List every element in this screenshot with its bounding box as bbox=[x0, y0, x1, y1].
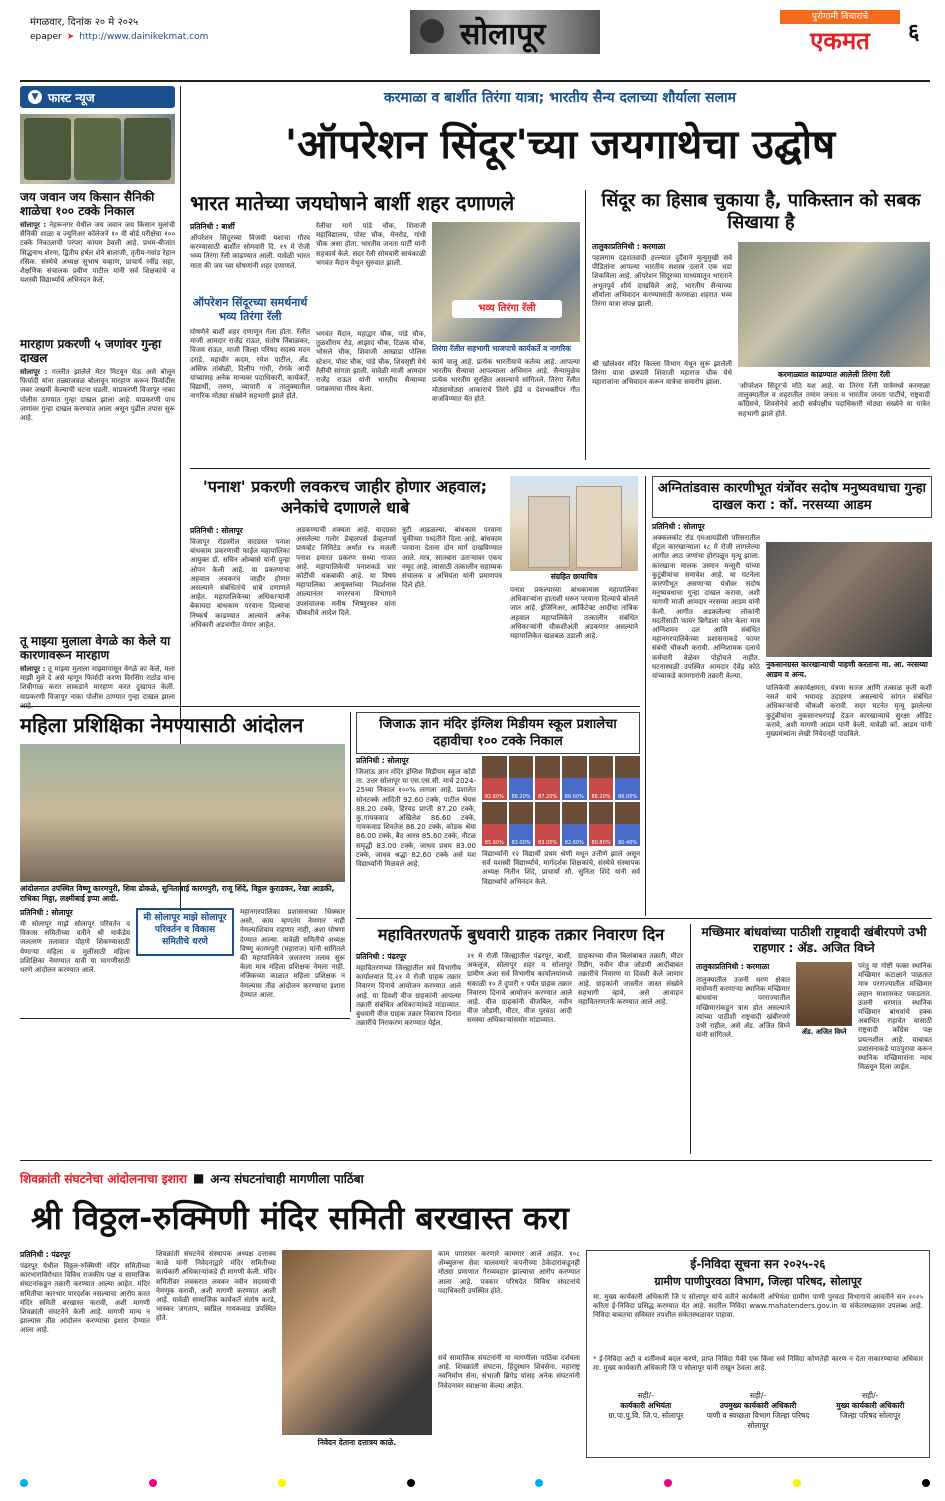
story-body: अडकण्याची शक्यता आहे. वादग्रस्त असलेल्या गलोर डेव्हलपर्स डेव्हलपर्स प्रायव्हेट लिमिटेड अर्थात १४ मजली पनाश इमारत प्रकरण सध्या गाजत आहे. महापालिकेची पनाशकडे चार कोटींची थकबाकी आहे. या विषय महापालिका आयुक्तांच्या निदर्शनास आल्यानंतर नगररचना विभागाने उपसंचालक मनीष भिष्णुरकर यांना चौकशीचे आदेश दिले. bbox=[296, 526, 396, 617]
sig-name: मुख्य कार्यकारी अधिकारी bbox=[836, 1401, 905, 1410]
photo-caption: आंदोलनात उपस्थित विष्णू कारमपुरी, शिवा ढोकळे, सुनिताबाई कारमपुरी, राजू शिंदे, विठ्ठल कुराडकर, रेखा आडकी, राधिका मिठ्ठा, लक्ष्मीबाई इप्पा आदी. bbox=[20, 884, 335, 903]
photo-caption: ॲड. अजित विघ्ने bbox=[801, 1028, 847, 1036]
building-photo bbox=[510, 476, 638, 571]
section-divider bbox=[20, 706, 640, 707]
story-headline: महावितरणतर्फे बुधवारी ग्राहक तक्रार निवारण दिन bbox=[377, 925, 665, 944]
rally-photo bbox=[432, 222, 580, 342]
protest-photo bbox=[20, 744, 345, 882]
karmala-story bbox=[592, 190, 930, 460]
story-headline: सिंदूर का हिसाब चुकाया है, पाकिस्तान को सबक सिखाया है bbox=[601, 190, 921, 233]
cadets-photo bbox=[20, 114, 175, 184]
brand-name: एकमत bbox=[810, 27, 870, 55]
issue-date: मंगळवार, दिनांक २० मे २०२५ bbox=[30, 17, 139, 28]
vitthal-strap bbox=[20, 1166, 580, 1190]
story-headline: महिला प्रशिक्षिका नेमण्यासाठी आंदोलन bbox=[20, 713, 304, 737]
story-body: महानगरपालिका प्रशासनाच्या धिक्कार असो, काय म्हणतंय नेमणार नाही नेमल्याशिवाय राहणार नाही, अशा घोषणा देण्यात आल्या. यावेळी समितीचे अध्यक्ष विष्णू कारमपुरी (महाराज) यांनी सांगितले की महापालिकेने जलतरण तलाव सुरू केला मात्र महिला प्रशिक्षक नेमला नाही. नजिकच्या काळात महिला प्रशिक्षक न नेमल्यास तीव्र आंदोलन करण्याचा इशारा देण्यात आला. bbox=[240, 908, 345, 999]
news-byline: सोलापूर : bbox=[20, 368, 48, 376]
student-grid bbox=[482, 756, 640, 846]
student-photo: 88.20% bbox=[509, 756, 534, 800]
agnitandav-story bbox=[652, 476, 932, 916]
story-body: श्री खोलेश्वर मंदिर किल्ला विभाग येथून सुरू झालेली तिरंगा यात्रा छत्रपती शिवाजी महाराज चौक येथे महाराजांना अभिवादन करून यात्रेचा समारोप झाला. bbox=[592, 360, 732, 387]
story-body: जिजाऊ ज्ञान मंदिर इंग्लिश मिडीयम स्कूल कोंडी ता. उत्तर सोलापूर या एस.एस.सी. मार्च 2024-25च्या निकाल १००% लागला आहे. प्रशालेत सोनटक्के आदिती 92.60 टक्के, पाटील श्रेयस 88.20 टक्के, हिरवड प्राप्ती 87.20 टक्के, कु.गायकवाड अखिलेश 86.60 टक्के, गायकवाड शिवतेज 86.20 टक्के, कोडक श्रेया 86.00 टक्के, बैद आरव 85.60 टक्के, नीटळ समृद्धी 83.00 टक्के, जाधव प्रथम 83.00 टक्के, जाधव श्रद्धा 82.60 टक्के असे यश विद्यार्थ्यांनी मिळवले आहे. bbox=[356, 768, 476, 869]
story-body: विजापूर रोडवरील वादग्रस्त पनाश बांधकाम प्रकरणाची फाईल महापालिका आयुक्त डॉ. सचिन ओम्बासे यांनी पुन्हा ओपन केली आहे. या प्रकरणाचा अहवाल लवकरच जाहीर होणार असल्याने संबंधितांचे धाबे दणाणले आहेत. महापालिकेच्या अधिकाऱ्यांनी बेकायदा बांधकाम परवाना दिल्याचा निष्कर्ष काढण्यात आल्याने अनेक अधिकारी अडचणीत येणार आहेत. bbox=[190, 538, 290, 629]
news-byline: सोलापूर : bbox=[20, 221, 47, 229]
story-body: ऑपरेशन सिंदूरच्या विजयी यशाचा गौरव करण्यासाठी बार्शीत सोमवारी दि. १९ मे रोजी भव्य तिरंगा रॅली काढण्यात आली. यावेळी भारत माता की जय च्या घोषणांनी शहर दणाणले. bbox=[190, 234, 310, 270]
magenta-mark-icon bbox=[664, 1479, 672, 1487]
student-photo: 86.20% bbox=[589, 756, 614, 800]
jijau-story bbox=[356, 712, 640, 902]
factory-photo bbox=[766, 542, 932, 657]
strap-left: शिवक्रांती संघटनेचा आंदोलनाचा इशारा bbox=[20, 1171, 187, 1186]
section-divider bbox=[20, 1160, 932, 1161]
sig-name: कार्यकारी अभियंता bbox=[620, 1401, 672, 1410]
strap-right: अन्य संघटनांचाही मागणीला पाठिंबा bbox=[210, 1171, 364, 1186]
section-divider bbox=[356, 918, 932, 919]
temple-icon bbox=[420, 19, 444, 43]
mahila-continued bbox=[20, 1024, 350, 1154]
column-divider bbox=[690, 924, 691, 1154]
mahavitaran-story bbox=[356, 924, 686, 1154]
vitthal-story bbox=[20, 1250, 580, 1460]
student-photo: 92.60% bbox=[482, 756, 507, 800]
story-headline: जिजाऊ ज्ञान मंदिर इंग्लिश मिडीयम स्कूल प्रशालेचा दहावीचा १०० टक्के निकाल bbox=[356, 712, 640, 754]
story-body: भगवंत मैदान, महाद्वार चौक, पांडे चौक, तुळशीराम रोड, आझाद चौक, टिळक चौक, भोसले चौक, शिवाजी आखाडा पोलिस स्टेशन, पोस्ट चौक, पांडे चौक, शिवसृष्टी येथे रॅलीची सांगता झाली. यावेळी माजी आमदार राजेंद्र राऊत यांनी भारतीय सैन्याच्या पराक्रमाचा गौरव केला. bbox=[316, 330, 426, 394]
masthead bbox=[10, 10, 935, 70]
story-body: रॅलीचा मार्ग पांडे चौक, शिवाजी महाविद्यालय, पोस्ट चौक, मेनरोड, गांधी चौक असा होता. भारतीय जनता पार्टी यांनी सहकार्य केले. सदर रॅली सोमवारी सायंकाळी भगवंत मैदान येथून सुरुवात झाली. bbox=[316, 222, 426, 267]
photo-caption: नुकसानग्रस्त कारखान्याची पाहणी करताना मा. आ. नरसय्या आडम व अन्य. bbox=[766, 660, 928, 679]
section-divider bbox=[190, 468, 930, 469]
story-body: त्रुटी आढळल्या. बांधकाम परवाना चुकीच्या पध्दतीने दिला आहे. बांधकाम परवाना देताना दोन मार्ग दाखविण्यात आले. मात्र, सातबारा उताऱ्यावर एकच नमूद आहे. त्यासाठी तत्कालीन सहाय्यक संचालक व अभियंता यांनी प्रमाणपत्र दिले होते. bbox=[402, 526, 502, 590]
student-photo: 85.60% bbox=[482, 802, 507, 846]
story-byline: तालुकाप्रतिनिधी : करमाळा bbox=[696, 962, 770, 971]
news-byline: सोलापूर : bbox=[20, 665, 46, 673]
main-headline: 'ऑपरेशन सिंदूर'च्या जयगाथेचा उद्घोष bbox=[284, 122, 836, 168]
story-body: सर्व सामाजिक संघटनांनी या मागणीला पाठिंबा दर्शवला आहे. शिवक्रांती संघटना, हिंदुस्थान शिवसेना, महाराष्ट्र नवनिर्माण सेना, संभाजी ब्रिगेड यांसह अनेक संघटनांनी निवेदनावर स्वाक्षऱ्या केल्या आहेत. bbox=[438, 1354, 580, 1390]
rally-banner-text: भव्य तिरंगा रॅली bbox=[452, 300, 562, 318]
story-body: पहलगाम दहशतवादी हल्ल्यात दुर्दैवाने मृत्युमुखी सर्व पीडितांना आपल्या भारतीय सशस्त्र दलाने एक धडा शिकविला आहे. ऑपरेशन सिंदूरच्या माध्यमातून भारताने अभूतपूर्व शौर्य दाखविले आहे, भारतीय सैन्याच्या शौर्याला अभिवादन करण्यासाठी करमाळा शहरात भव्य तिरंगा यात्रा संपन्न झाली. bbox=[592, 254, 732, 309]
tender-subtitle: ग्रामीण पाणीपुरवठा विभाग, जिल्हा परिषद, सोलापूर bbox=[654, 1275, 862, 1288]
story-body: ग्राहकाच्या वीज बिलांबाबत तक्रारी, मीटर रिडींग, नवीन वीज जोडणी आदींबाबत तक्रारींचे निवारण या दिवशी केले जाणार आहे. ग्राहकांनी जास्तीत जास्त संख्येने सहभागी व्हावे, असे आवाहन महावितरणतर्फे करण्यात आले आहे. bbox=[578, 952, 683, 1007]
story-body: पालिकेची अकार्यक्षमता, यंत्रणा सज्ज आणि तत्काळ कृती कशी नसते याचे भयावह उदाहरण असल्याचे सांगत संबंधित अधिकाऱ्यांची चौकशी करावी. सदर घटनेत मृत्यू झालेल्या कुटुंबीयांना नुकसानभरपाई देऊन कारखान्याचे सुरक्षा ऑडिट करावे, अशी मागणी आडम यांनी केली. यावेळी कॉ. आडम यांनी मुख्यमंत्र्यांना लेखी निवेदनही पाठविले. bbox=[766, 684, 932, 739]
mahila-story bbox=[20, 712, 345, 1012]
yellow-mark-icon bbox=[278, 1479, 286, 1487]
student-photo: 86.00% bbox=[615, 756, 640, 800]
story-body: तालुक्यातील उजनी धरण क्षेत्रात मासेमारी करणाऱ्या स्थानिक मच्छिमार बांधवांना परराज्यातील मच्छिमारांकडून त्रास होत असल्याने त्यांच्या पाठीशी राष्ट्रवादी खंबीरपणे उभी राहील, असे ॲड. अजित विघ्ने यांनी सांगितले. bbox=[696, 976, 790, 1040]
arrow-icon: ➤ bbox=[66, 32, 75, 42]
signatures bbox=[593, 1391, 923, 1431]
story-body: पनाश प्रकल्पाच्या बांधकामास महापालिका अधिकाऱ्यांना हाताशी धरून परवाना दिल्याचे बोलले जात आहे. इंजिनिअर, आर्किटेक्ट आदींचा तांत्रिक अहवाल महापालिकेने तत्कालीन संबंधित अधिकाऱ्यांनी चौकशीअंती अडकणार असल्याने महापालिकेत खळबळ उडाली आहे. bbox=[510, 586, 638, 641]
photo-caption: तिरंगा रॅलीत सहभागी भाजपाचे कार्यकर्ते व नागरिक bbox=[432, 344, 572, 353]
story-body: शिवक्रांती संघटनेचे संस्थापक अध्यक्ष दत्तात्रय काळे यांनी निवेदनाद्वारे मंदिर समितीच्या कार्यकारी अधिकाऱ्यांकडे ही मागणी केली. मंदिर समितीवर लवकरात लवकर नवीन सदस्यांची नेमणूक करावी, अशी मागणी करण्यात आली आहे. यावेळी सामाजिक कार्यकर्ते संतोष करडे, भास्कर जगताप, स्वप्निल गायकवाड उपस्थित होते. bbox=[156, 1250, 276, 1323]
brand-tagline: पुरोगामी विचारांचे bbox=[780, 10, 900, 24]
fast-news-header bbox=[20, 86, 175, 108]
website-link[interactable]: http://www.dainikekmat.com bbox=[79, 32, 209, 42]
masthead-divider bbox=[20, 80, 930, 82]
sig-office: पाणी व स्वच्छता विभाग जिल्हा परिषद सोलापूर bbox=[706, 1411, 810, 1430]
student-photo: 80.40% bbox=[615, 802, 640, 846]
story-body: मी सोलापूर माझे सोलापूर परिवर्तन व विकास समितीच्या वतीने श्री मार्कंडेय जलतरण तलावात पोहणे शिकण्यासाठी येणाऱ्या महिला व मुलींसाठी महिला प्रशिक्षिका नेमण्यात यावी या मागणीसाठी धरणे आंदोलन करण्यात आले. bbox=[20, 920, 130, 975]
magenta-mark-icon bbox=[149, 1479, 157, 1487]
tender-notice bbox=[586, 1250, 930, 1458]
section-title: सोलापूर bbox=[460, 17, 546, 52]
yellow-mark-icon bbox=[793, 1479, 801, 1487]
story-headline: 'पनाश' प्रकरणी लवकरच जाहीर होणार अहवाल; अनेकांचे दणाणले धाबे bbox=[202, 477, 488, 517]
story-body: २१ मे रोजी जिल्ह्यातील पंढरपूर, बार्शी, अकलूज, सोलापूर शहर व सोलापूर ग्रामीण अशा सर्व विभागीय कार्यालयांमध्ये सकाळी १० ते दुपारी १ पर्यंत ग्राहक तक्रार निवारण दिनाचे आयोजन करण्यात आले आहे. वीज ग्राहकांनी वीजबिल, नवीन वीज जोडणी, मीटर, वीज पुरवठा आदी समस्या अधिकाऱ्यांसमोर मांडाव्यात. bbox=[467, 952, 572, 1025]
epaper-label: epaper bbox=[30, 32, 62, 42]
photo-caption: निवेदन देताना दत्तात्रय काळे. bbox=[317, 1438, 397, 1447]
sig-office: ग्रा.पा.पु.वि. जि.प. सोलापूर bbox=[608, 1411, 684, 1420]
story-body: 'ऑपरेशन सिंदूर'चे मोठे यश आहे. या तिरंगा रॅली यात्रेमध्ये करमाळा तालुक्यातील व शहरातील तमाम जनता व भारतीय जनता पार्टीचे, राष्ट्रवादी काँग्रेसचे, शिवसेनेचे आदी सर्वपक्षीय पदाधिकारी मोठ्या संख्येने या यात्रेत सहभागी झाले होते. bbox=[738, 382, 930, 418]
square-icon: ■ bbox=[192, 1171, 205, 1185]
sig-name: उपमुख्य कार्यकारी अधिकारी bbox=[719, 1401, 797, 1410]
story-headline: भारत मातेच्या जयघोषाने बार्शी शहर दणाणले bbox=[190, 191, 515, 215]
story-byline: प्रतिनिधी : सोलापूर bbox=[356, 756, 409, 765]
story-byline: प्रतिनिधी : सोलापूर bbox=[20, 908, 73, 917]
page-number: ६ bbox=[908, 20, 920, 45]
cyan-mark-icon bbox=[20, 1479, 28, 1487]
sig-label: सही/- bbox=[749, 1391, 767, 1400]
tender-title: ई-निविदा सूचना सन २०२५-२६ bbox=[690, 1257, 826, 1271]
news-title: मारहाण प्रकरणी ५ जणांवर गुन्हा दाखल bbox=[20, 337, 162, 365]
story-body: अक्कलकोट रोड एमआयडीसी परिसरातील सेंट्रल कारखान्याला १८ मे रोजी लागलेल्या आगीत आठ जणांचा होरपळून मृत्यू झाला. कारखाना मालक उस्मान मन्सुरी यांच्या कुटुंबीयांचा समावेश आहे. या घटनेला कारणीभूत असणाऱ्या यंत्रोंवर सदोष मनुष्यवधाचा गुन्हा दाखल करावा, अशी मागणी माजी आमदार नरसय्या आडम यांनी केली. bbox=[652, 534, 760, 616]
story-body: घोषणेने बार्शी शहर दणाणून गेला होता. रॅलीत माजी आमदार राजेंद्र राऊत, संतोष निंबाळकर, विजय राऊत, माजी जिल्हा परिषद सदस्य मदन दराडे, महावीर कदम, रमेश पाटील, ॲड. असिफ तांबोळी, दिलीप गांधी, रोगंके आदी यांच्यासह अनेक मान्यवर पदाधिकारी, कार्यकर्ते, विद्यार्थी, तरुण, व्यापारी व तालुक्यातील नागरिक मोठ्या संख्येने सहभागी झाले होते. bbox=[190, 328, 310, 401]
sig-label: सही/- bbox=[862, 1391, 879, 1400]
black-mark-icon bbox=[407, 1479, 415, 1487]
news-title: तू माझ्या मुलाला वेगळे का केले या कारणावरून मारहाण bbox=[20, 634, 171, 662]
student-photo: 80.80% bbox=[589, 802, 614, 846]
chevron-down-icon: ▼ bbox=[28, 90, 42, 104]
story-body: परंतु या गोष्टी फक्त स्थानिक मच्छिमार कटाक्षाने पाळतात मात्र परराज्यातील मच्छिमार लहान माशासकट पकडतात. उजनी धरणात स्थानिक मच्छिमार बांधवांचे हक्क अबाधित राहावेत यासाठी राष्ट्रवादी काँग्रेस पक्ष प्रयत्नशील आहे. याबाबत प्रशासनाकडे पाठपुरावा करून स्थानिक मच्छिमारांना न्याय मिळवून दिला जाईल. bbox=[858, 962, 932, 1072]
story-body: आगीत अडकलेल्या लोकांनी मदतीसाठी फायर ब्रिगेडला फोन केला मात्र अग्निशमन दल आणि संबंधित महानगरपालिकेच्या प्रशासनाकडे फायर संबंधी चौकशी करावी. अग्निशामक दलाचे कर्मचारी वेळेवर पोहोचले नाहीत. घटनास्थळी उपस्थित आमदार देवेंद्र कोठे यांच्याकडे कामगारांनी तक्रारी केल्या. bbox=[652, 607, 760, 681]
memorandum-photo bbox=[282, 1250, 432, 1435]
student-photo: 83.00% bbox=[535, 802, 560, 846]
news-body: गल्लीत झालेले मेटर मिटवून घेऊ असे बोलून फिर्यादी यांना तळ्याजवळ बोलावून मारहाण करून फिर्यादीस जबर जखमी केल्याची घटना घडली. याप्रकरणी विजापूर नाका पोलीस ठाण्यात गुन्हा दाखल झाला आहे. याप्रकरणी पाच जणांवर गुन्हा दाखल करण्यात आला असून पुढील तपास सुरू आहे. bbox=[20, 368, 175, 423]
story-byline: तालुकाप्रतिनिधी : करमाळा bbox=[592, 242, 666, 251]
tender-note: * ई-निविदा अटी व शर्तीमध्ये बदल करणे, प्राप्त निविदा पैकी एक किंवा सर्व निविदा कोणतेही कारण न देता नाकारण्याचा अधिकार मा. मुख्य कार्यकारी अधिकारी जि प सोलापूर यांनी राखून ठेवला आहे. bbox=[593, 1355, 923, 1373]
brand-logo bbox=[780, 10, 900, 54]
vitthal-headline: श्री विठ्ठल-रुक्मिणी मंदिर समिती बरखास्त करा bbox=[31, 1199, 569, 1237]
panash-story bbox=[190, 476, 640, 701]
story-byline: प्रतिनिधी : पंढरपूर bbox=[356, 952, 407, 961]
macchimar-story bbox=[696, 924, 932, 1154]
portrait-photo bbox=[796, 962, 852, 1026]
story-body: विद्यार्थ्यांनी १२ विद्यार्थी प्रथम श्रेणी मधून उत्तीर्ण झाले असून सर्व यशस्वी विद्यार्थ्यांचे, मार्गदर्शक शिक्षकांचे, संस्थेचे संस्थापक अध्यक्ष नितीन शिंदे, प्राचार्या सौ. सुनिता शिंदे यांनी सर्व विद्यार्थ्यांचे अभिनंदन केले. bbox=[482, 850, 640, 886]
photo-caption: संग्रहित छायाचित्र bbox=[550, 572, 598, 581]
story-body: महावितरणच्या जिल्ह्यातील सर्व विभागीय कार्यालयात दि.२१ मे रोजी ग्राहक तक्रार निवारण दिनाचे आयोजन करण्यात आले आहे. या दिवशी वीज ग्राहकांनी आपल्या तक्रारी संबंधित अधिकाऱ्यांकडे मांडाव्यात. बुधवारी वीज ग्राहक तक्रार निवारण दिनात तक्रारींचे निराकरण करण्यात येईल. bbox=[356, 964, 461, 1028]
tender-body: मा. मुख्य कार्यकारी अधिकारी जि प सोलापूर यांचे वतीने कार्यकारी अभियंता ग्रामीण पाणी पुरवठा विभागाचे आवतीने सन २०२५ करिता ई-निविदा प्रसिद्ध करण्यात येत आहे. सदरील निविदा www.mahatenders.gov.in या संकेतस्थळावर उपलब्ध आहे. निविदा बाबतचा सविस्तर तपशील संकेतस्थळावर पाहावा. bbox=[593, 1293, 923, 1320]
student-photo: 83.00% bbox=[509, 802, 534, 846]
section-divider bbox=[20, 1018, 350, 1019]
student-photo: 82.60% bbox=[562, 802, 587, 846]
column-divider bbox=[585, 190, 586, 460]
story-byline: प्रतिनिधी : सोलापूर bbox=[652, 522, 705, 531]
karmala-rally-photo bbox=[738, 242, 930, 367]
sig-label: सही/- bbox=[637, 1391, 654, 1400]
news-body: तू माझ्या मुलाला माझ्यापासून वेगळे का केले, मला माझी मुले दे असे म्हणून फिर्यादी करणा विरसिंग राठोड यांना शिवीगाळ करत लाकडाने मारहाण करत दुखापत केली. याप्रकरणी विजापूर नाका पोलीस ठाण्यात गुन्हा दाखल झाला bbox=[20, 665, 175, 701]
student-photo: 87.20% bbox=[535, 756, 560, 800]
story-subhead: ऑपरेशन सिंदूरच्या समर्थनार्थ भव्य तिरंगा रॅली bbox=[192, 296, 308, 323]
column-divider bbox=[645, 476, 646, 916]
story-body: कार्य चालू आहे. प्रत्येक भारतीयाचे कर्तव्य आहे. आपल्या भारतीय सैन्याचा आपल्याला अभिमान आहे. सैन्यामुळेच प्रत्येक भारतीय सुरक्षित असल्याचे सांगितले. तिरंगा रॅलीत मोठ्यामोठ्या आकाराचे तिरंगे झेंडे व देशभक्तीपर गीत वाजविण्यात येत होते. bbox=[432, 358, 580, 403]
sig-office: जिल्हा परिषद सोलापूर bbox=[840, 1411, 901, 1420]
story-body: पंढरपूर येथील विठ्ठल-रुक्मिणी मंदिर समितीच्या कारभाराविरोधात विविध राजकीय पक्ष व सामाजिक संघटनांकडून तक्रारी करण्यात आल्या आहेत. मंदिर समितीचा कारभार पारदर्शक नसल्याचा आरोप करत मंदिर समिती बरखास्त करावी, अशी मागणी शिवक्रांती संघटनेने केली आहे. मागणी मान्य न झाल्यास तीव्र आंदोलन करण्याचा इशारा देण्यात आला आहे. bbox=[20, 1262, 150, 1335]
photo-caption: करमाळ्यात काढण्यात आलेली तिरंगा रॅली bbox=[777, 370, 891, 379]
fast-news-label: फास्ट न्यूज bbox=[48, 90, 95, 105]
story-headline: अग्नितांडवास कारणीभूत यंत्रोंवर सदोष मनुष्यवधाचा गुन्हा दाखल करा : कॉ. नरसय्या आडम bbox=[652, 476, 932, 518]
student-photo: 86.60% bbox=[562, 756, 587, 800]
story-byline: प्रतिनिधी : सोलापूर bbox=[190, 526, 243, 535]
story-headline: मच्छिमार बांधवांच्या पाठीशी राष्ट्रवादी खंबीरपणे उभी राहणार : ॲड. अजित विघ्ने bbox=[701, 925, 927, 955]
story-byline: प्रतिनिधी : पंढरपूर bbox=[20, 1250, 71, 1259]
story-body: काम पगारावर करणारे कामगार आले आहेत. १०८ ॲम्ब्युलन्स सेवा चालवणारे कंपनीच्या ठेकेदारांकडूनही मोठ्या प्रमाणात गैरव्यवहार झाल्याचा आरोप करण्यात आला आहे. पत्रकार परिषदेत विविध संघटनांचे पदाधिकारी उपस्थित होते. bbox=[438, 1250, 580, 1295]
barshi-story bbox=[190, 190, 580, 460]
news-title: जय जवान जय किसान सैनिकी शाळेचा १०० टक्के निकाल bbox=[20, 190, 155, 218]
news-body: नेहरूनगर येथील जय जवान जय किसान मुलांची सैनिकी शाळा व ज्युनिअर कॉलेजने १० वी बोर्ड परीक्षेचा १०० टक्के निकालाची परंपरा कायम ठेवली आहे. प्रथम-बीजांत सिद्धनाथ शेरना, द्वितीय हर्षल शेवे बालाजी, तृतीय-गवांड रेहान रसिक. संस्थेचे अध्यक्ष सुभाष चव्हाण, प्राचार्य रवींद्र सहा, शैक्षणिक संचालक प्रवीण पाटील यांनी सर्व शिक्षकांचे व यशस्वी विद्यार्थ्यांचे अभिनंदन केले. bbox=[20, 221, 175, 285]
registration-marks bbox=[20, 1478, 930, 1488]
cyan-mark-icon bbox=[535, 1479, 543, 1487]
column-divider bbox=[350, 712, 351, 1012]
section-banner bbox=[410, 10, 600, 54]
story-byline: प्रतिनिधी : बार्शी bbox=[190, 222, 235, 231]
top-strip: करमाळा व बार्शीत तिरंगा यात्रा; भारतीय सैन्य दलाच्या शौर्याला सलाम bbox=[383, 90, 737, 106]
highlight-box: मी सोलापूर माझे सोलापूर परिवर्तन व विकास समितीचे धरणे bbox=[136, 908, 234, 956]
black-mark-icon bbox=[922, 1479, 930, 1487]
